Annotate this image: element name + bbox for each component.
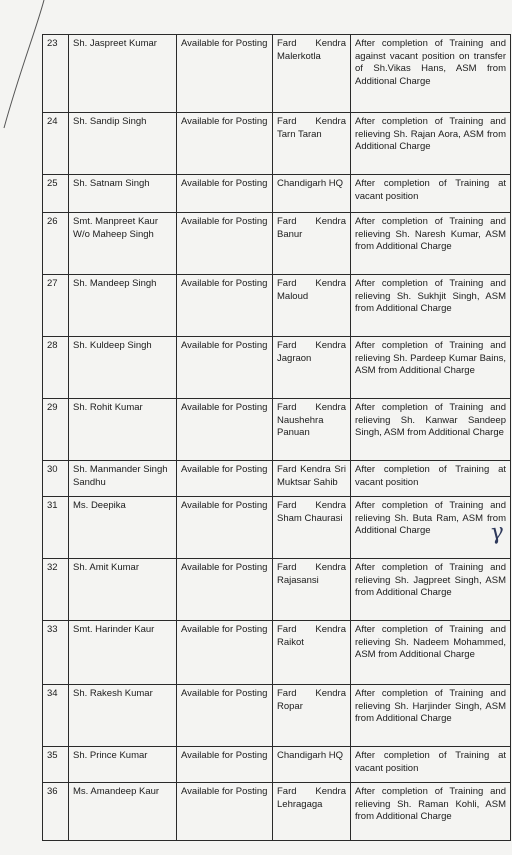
serial-number: 25 xyxy=(43,175,69,213)
posting-status: Available for Posting xyxy=(177,783,273,841)
posting-status: Available for Posting xyxy=(177,621,273,685)
posting-remarks: After completion of Training and against vacant position on transfer of Sh.Vikas Hans, ASM from Additional Charge xyxy=(351,35,511,113)
posting-place: Fard Kendra Maloud xyxy=(273,275,351,337)
officer-name: Ms. Amandeep Kaur xyxy=(69,783,177,841)
posting-place: Fard Kendra Malerkotla xyxy=(273,35,351,113)
serial-number: 33 xyxy=(43,621,69,685)
posting-remarks: After completion of Training and relieving Sh. Naresh Kumar, ASM from Additional Charge xyxy=(351,213,511,275)
posting-status: Available for Posting xyxy=(177,461,273,497)
officer-name: Sh. Prince Kumar xyxy=(69,747,177,783)
officer-name: Sh. Jaspreet Kumar xyxy=(69,35,177,113)
posting-place: Fard Kendra Rajasansi xyxy=(273,559,351,621)
posting-status: Available for Posting xyxy=(177,399,273,461)
officer-name: Ms. Deepika xyxy=(69,497,177,559)
officer-name: Smt. Manpreet Kaur W/o Maheep Singh xyxy=(69,213,177,275)
posting-place: Fard Kendra Raikot xyxy=(273,621,351,685)
posting-table xyxy=(42,34,511,841)
posting-remarks: After completion of Training and relieving Sh. Pardeep Kumar Bains, ASM from Additional Charge xyxy=(351,337,511,399)
table-row xyxy=(43,35,511,113)
table-row xyxy=(43,337,511,399)
table-row xyxy=(43,213,511,275)
officer-name: Sh. Sandip Singh xyxy=(69,113,177,175)
posting-place: Fard Kendra Sham Chaurasi xyxy=(273,497,351,559)
officer-name: Sh. Rohit Kumar xyxy=(69,399,177,461)
posting-remarks: After completion of Training and relieving Sh. Kanwar Sandeep Singh, ASM from Additional Charge xyxy=(351,399,511,461)
table-row xyxy=(43,621,511,685)
posting-status: Available for Posting xyxy=(177,497,273,559)
posting-remarks: After completion of Training and relieving Sh. Nadeem Mohammed, ASM from Additional Charge xyxy=(351,621,511,685)
table-row xyxy=(43,399,511,461)
posting-remarks: After completion of Training at vacant position xyxy=(351,747,511,783)
posting-place: Fard Kendra Lehragaga xyxy=(273,783,351,841)
table-row xyxy=(43,175,511,213)
posting-status: Available for Posting xyxy=(177,35,273,113)
posting-remarks: After completion of Training and relieving Sh. Harjinder Singh, ASM from Additional Charge xyxy=(351,685,511,747)
table-row xyxy=(43,685,511,747)
posting-status: Available for Posting xyxy=(177,113,273,175)
serial-number: 35 xyxy=(43,747,69,783)
posting-place: Fard Kendra Banur xyxy=(273,213,351,275)
serial-number: 27 xyxy=(43,275,69,337)
posting-place: Fard Kendra Tarn Taran xyxy=(273,113,351,175)
posting-status: Available for Posting xyxy=(177,685,273,747)
officer-name: Sh. Satnam Singh xyxy=(69,175,177,213)
serial-number: 30 xyxy=(43,461,69,497)
posting-status: Available for Posting xyxy=(177,337,273,399)
officer-name: Sh. Amit Kumar xyxy=(69,559,177,621)
posting-status: Available for Posting xyxy=(177,559,273,621)
posting-status: Available for Posting xyxy=(177,747,273,783)
posting-status: Available for Posting xyxy=(177,213,273,275)
serial-number: 36 xyxy=(43,783,69,841)
posting-remarks: After completion of Training and relieving Sh. Jagpreet Singh, ASM from Additional Charge xyxy=(351,559,511,621)
table-row xyxy=(43,461,511,497)
serial-number: 32 xyxy=(43,559,69,621)
posting-place: Chandigarh HQ xyxy=(273,175,351,213)
posting-remarks: After completion of Training at vacant position xyxy=(351,461,511,497)
posting-place: Fard Kendra Sri Muktsar Sahib xyxy=(273,461,351,497)
posting-place: Fard Kendra Ropar xyxy=(273,685,351,747)
posting-remarks: After completion of Training at vacant position xyxy=(351,175,511,213)
posting-remarks: After completion of Training and relieving Sh. Raman Kohli, ASM from Additional Charge xyxy=(351,783,511,841)
table-row xyxy=(43,559,511,621)
serial-number: 34 xyxy=(43,685,69,747)
officer-name: Smt. Harinder Kaur xyxy=(69,621,177,685)
table-row xyxy=(43,747,511,783)
posting-status: Available for Posting xyxy=(177,175,273,213)
serial-number: 26 xyxy=(43,213,69,275)
posting-place: Fard Kendra Jagraon xyxy=(273,337,351,399)
officer-name: Sh. Rakesh Kumar xyxy=(69,685,177,747)
table-row xyxy=(43,783,511,841)
posting-place: Fard Kendra Naushehra Panuan xyxy=(273,399,351,461)
serial-number: 31 xyxy=(43,497,69,559)
officer-name: Sh. Mandeep Singh xyxy=(69,275,177,337)
serial-number: 24 xyxy=(43,113,69,175)
serial-number: 28 xyxy=(43,337,69,399)
table-row xyxy=(43,497,511,559)
posting-place: Chandigarh HQ xyxy=(273,747,351,783)
table-row xyxy=(43,113,511,175)
handwritten-initial-mark: γ xyxy=(488,519,505,546)
serial-number: 29 xyxy=(43,399,69,461)
officer-name: Sh. Kuldeep Singh xyxy=(69,337,177,399)
serial-number: 23 xyxy=(43,35,69,113)
posting-status: Available for Posting xyxy=(177,275,273,337)
posting-remarks: After completion of Training and relieving Sh. Sukhjit Singh, ASM from Additional Charge xyxy=(351,275,511,337)
table-row xyxy=(43,275,511,337)
posting-remarks: After completion of Training and relieving Sh. Buta Ram, ASM from Additional Charge xyxy=(351,497,511,559)
officer-name: Sh. Manmander Singh Sandhu xyxy=(69,461,177,497)
posting-remarks: After completion of Training and relieving Sh. Rajan Aora, ASM from Additional Charge xyxy=(351,113,511,175)
